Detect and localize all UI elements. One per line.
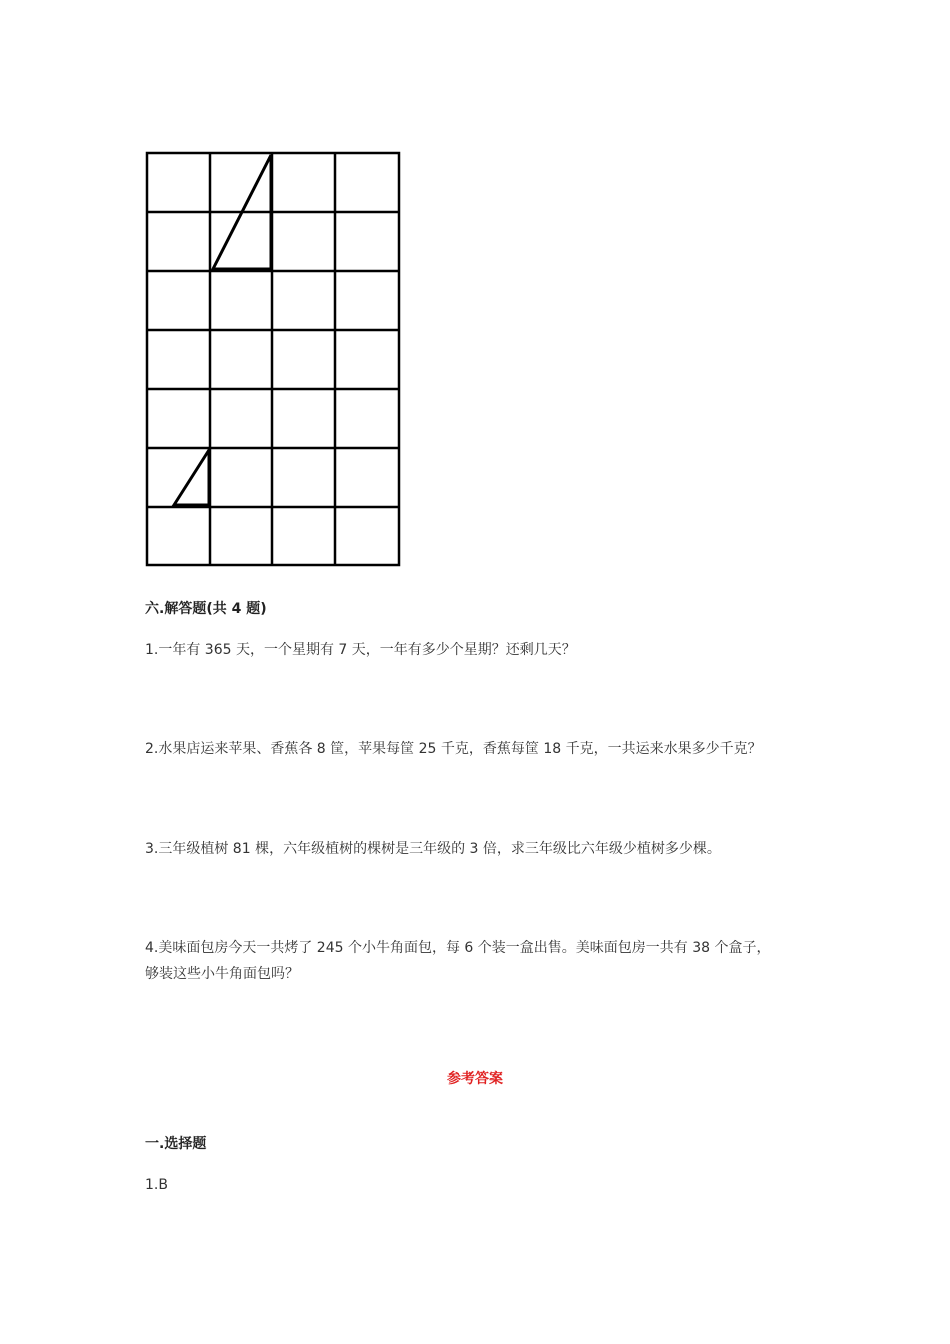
- question-4-line-2: 够装这些小牛角面包吗？: [145, 966, 299, 982]
- question-3: 3.三年级植树 81 棵，六年级植树的棵树是三年级的 3 倍，求三年级比六年级少植树多少棵。: [145, 841, 721, 857]
- answer-key-title: 参考答案: [447, 1071, 503, 1087]
- section-six-heading: 六.解答题(共 4 题): [145, 601, 267, 617]
- grid-figure: [145, 151, 402, 567]
- grid-diagram: [145, 151, 402, 567]
- small-triangle: [174, 450, 209, 505]
- answer-1: 1.B: [145, 1177, 168, 1193]
- question-4-line-1: 4.美味面包房今天一共烤了 245 个小牛角面包，每 6 个装一盒出售。美味面包房一共有 38 个盒子，: [145, 940, 771, 956]
- grid-lines: [147, 153, 399, 565]
- question-2: 2.水果店运来苹果、香蕉各 8 筐，苹果每筐 25 千克，香蕉每筐 18 千克，一共运来水果多少千克？: [145, 741, 762, 757]
- answers-section-one-heading: 一.选择题: [145, 1136, 207, 1152]
- question-1: 1.一年有 365 天，一个星期有 7 天，一年有多少个星期？还剩几天？: [145, 642, 576, 658]
